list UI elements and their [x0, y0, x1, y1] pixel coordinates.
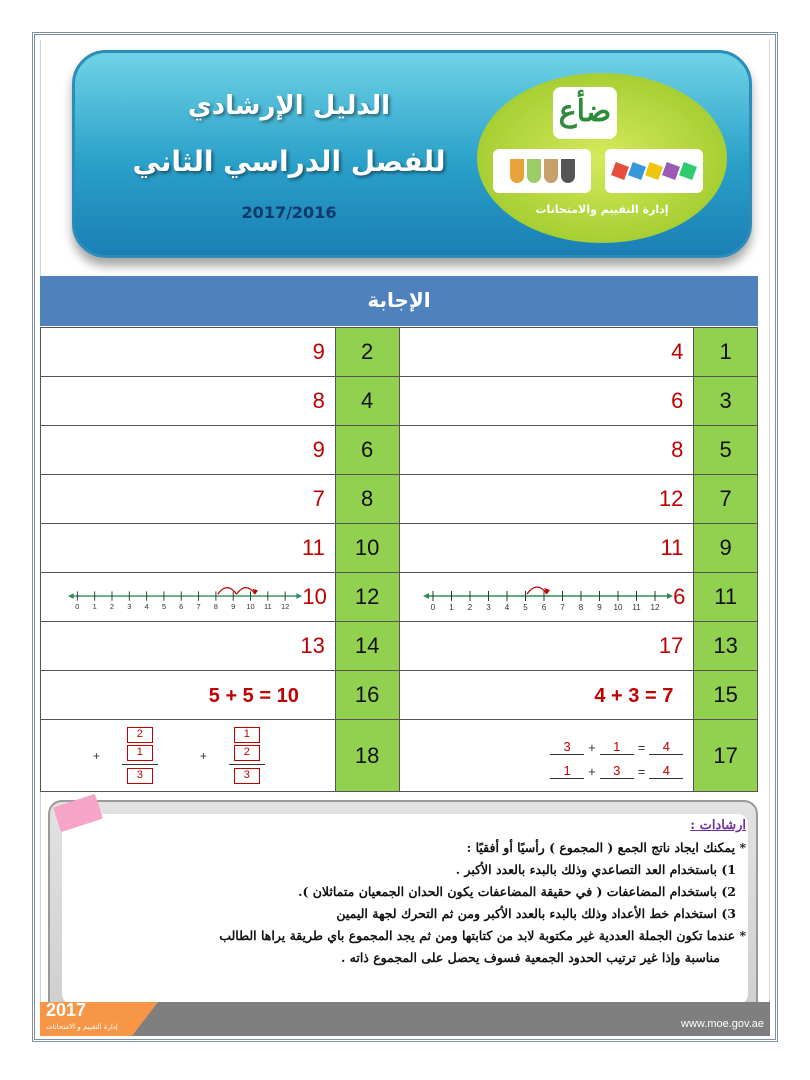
- number-line-label: 3: [127, 602, 132, 612]
- table-row: [41, 720, 758, 792]
- number-line-label: 1: [92, 602, 98, 612]
- number-line-label: 4: [504, 603, 510, 612]
- table-row: [41, 426, 758, 475]
- answer-cell: 12: [399, 475, 694, 524]
- number-line-label: 2: [110, 602, 115, 612]
- answer-cell: [399, 573, 694, 622]
- number-line-label: 5: [523, 603, 528, 612]
- guide-title: الدليل الإرشادي: [187, 91, 391, 121]
- question-number: 10: [335, 524, 399, 573]
- equation-15: 4 + 3 = 7: [594, 685, 674, 707]
- answer-cell: 7: [41, 475, 336, 524]
- science-flasks-icon: [493, 149, 591, 193]
- instruction-item: 1) باستخدام العد التصاعدي وذلك بالبدء بالعدد الأكبر .: [455, 862, 736, 877]
- answer-cell: [399, 671, 694, 720]
- number-line-label: 11: [264, 602, 273, 612]
- table-row: [41, 377, 758, 426]
- answer-value: 6: [673, 584, 686, 609]
- answer-cell: 17: [399, 622, 694, 671]
- number-line-label: 11: [632, 603, 641, 612]
- question-number: 7: [694, 475, 758, 524]
- instruction-note-cont: مناسبة وإذا غير ترتيب الحدود الجمعية فسوف يحصل على المجموع ذاته .: [340, 950, 720, 965]
- plus-sign: +: [199, 749, 207, 763]
- table-row: [41, 328, 758, 377]
- answer-cell: 11: [41, 524, 336, 573]
- number-line-label: 12: [281, 602, 290, 612]
- question-number: 17: [694, 720, 758, 792]
- vertical-addition-a: [93, 726, 178, 785]
- addend-box: 2: [127, 727, 153, 743]
- table-row: [41, 622, 758, 671]
- number-line-label: 6: [541, 603, 547, 612]
- answer-value: 10: [302, 584, 327, 609]
- question-number: 4: [335, 377, 399, 426]
- number-line-label: 5: [162, 602, 167, 612]
- header-banner: [72, 50, 752, 258]
- answer-cell: [41, 671, 336, 720]
- number-line-label: 8: [578, 603, 584, 612]
- answer-cell: 4: [399, 328, 694, 377]
- equals-sign: =: [637, 763, 646, 779]
- equals-sign: =: [637, 739, 646, 755]
- instruction-note: * عندما تكون الجملة العددية غير مكتوبة لابد من كتابتها ومن ثم يجد المجموع باي طريقة يراها الطالب: [219, 928, 746, 943]
- number-line-label: 7: [560, 603, 565, 612]
- academic-year: 2017/2016: [241, 203, 337, 222]
- question-number: 9: [694, 524, 758, 573]
- plus-sign: +: [92, 749, 100, 763]
- number-line-10: [68, 582, 302, 612]
- question-number: 3: [694, 377, 758, 426]
- answer-cell: 13: [41, 622, 336, 671]
- plus-sign: +: [588, 739, 596, 755]
- letter-cubes-icon: [605, 149, 703, 193]
- answer-cell: 9: [41, 426, 336, 475]
- addend: 3: [600, 763, 634, 779]
- equation-16: 5 + 5 = 10: [208, 685, 299, 707]
- number-line-label: 3: [486, 603, 491, 612]
- table-row: [41, 524, 758, 573]
- addend-box: 1: [234, 727, 260, 743]
- instructions-text: [56, 815, 746, 969]
- answer-cell: 11: [399, 524, 694, 573]
- vertical-addition-b: [200, 726, 285, 785]
- logo-wordmark: ضأع: [553, 87, 617, 139]
- number-line-label: 10: [246, 602, 256, 612]
- footer-department: إدارة التقييم و الامتحانات: [46, 1023, 118, 1031]
- addend: 3: [550, 739, 584, 755]
- table-row: [41, 475, 758, 524]
- number-line-6: [423, 582, 673, 612]
- answer-cell: [41, 720, 336, 792]
- answer-cell: [41, 573, 336, 622]
- number-line-label: 1: [449, 603, 454, 612]
- number-line-label: 0: [430, 603, 436, 612]
- question-number: 11: [694, 573, 758, 622]
- question-number: 2: [335, 328, 399, 377]
- semester-title: للفصل الدراسي الثاني: [132, 145, 446, 178]
- question-number: 15: [694, 671, 758, 720]
- instruction-item: 3) استخدام خط الأعداد وذلك بالبدء بالعدد الأكبر ومن ثم التحرك لجهة اليمين: [336, 906, 736, 921]
- answer-cell: 8: [41, 377, 336, 426]
- footer-url[interactable]: www.moe.gov.ae: [681, 1018, 764, 1030]
- question-number: 8: [335, 475, 399, 524]
- answer-cell: 9: [41, 328, 336, 377]
- number-line-label: 8: [214, 602, 219, 612]
- number-line-label: 0: [75, 602, 80, 612]
- question-number: 12: [335, 573, 399, 622]
- question-number: 14: [335, 622, 399, 671]
- question-number: 16: [335, 671, 399, 720]
- sum: 4: [649, 763, 683, 779]
- logo-caption: إدارة التقييم والامتحانات: [535, 203, 669, 216]
- question-number: 18: [335, 720, 399, 792]
- number-line-label: 6: [179, 602, 184, 612]
- equation-17: [550, 731, 683, 779]
- plus-sign: +: [588, 763, 596, 779]
- sum-box: 3: [234, 768, 260, 784]
- answer-cell: [399, 720, 694, 792]
- answers-table: [40, 327, 758, 792]
- question-number: 5: [694, 426, 758, 475]
- addend-box: 1: [127, 745, 153, 761]
- question-number: 6: [335, 426, 399, 475]
- addend: 1: [550, 763, 584, 779]
- footer-year: 2017: [46, 1000, 87, 1020]
- number-line-label: 9: [231, 602, 236, 612]
- answers-heading: الإجابة: [40, 276, 758, 326]
- sum-box: 3: [127, 768, 153, 784]
- instructions-title: ارشادات :: [690, 818, 746, 833]
- number-line-label: 9: [597, 603, 602, 612]
- table-row: [41, 573, 758, 622]
- addend: 1: [600, 739, 634, 755]
- table-row: [41, 671, 758, 720]
- question-number: 13: [694, 622, 758, 671]
- number-line-label: 4: [144, 602, 150, 612]
- instruction-item: 2) باستخدام المضاعفات ( في حقيقة المضاعفات يكون الحدان الجمعيان متماثلان ).: [298, 884, 736, 899]
- number-line-label: 7: [196, 602, 202, 612]
- answer-cell: 6: [399, 377, 694, 426]
- answer-cell: 8: [399, 426, 694, 475]
- sum: 4: [649, 739, 683, 755]
- number-line-label: 10: [613, 603, 623, 612]
- number-line-label: 2: [467, 603, 473, 612]
- addend-box: 2: [234, 745, 260, 761]
- question-number: 1: [694, 328, 758, 377]
- number-line-label: 12: [650, 603, 660, 612]
- instructions-intro: * يمكنك ايجاد ناتج الجمع ( المجموع ) رأسيًا أو أفقيًا :: [466, 840, 746, 855]
